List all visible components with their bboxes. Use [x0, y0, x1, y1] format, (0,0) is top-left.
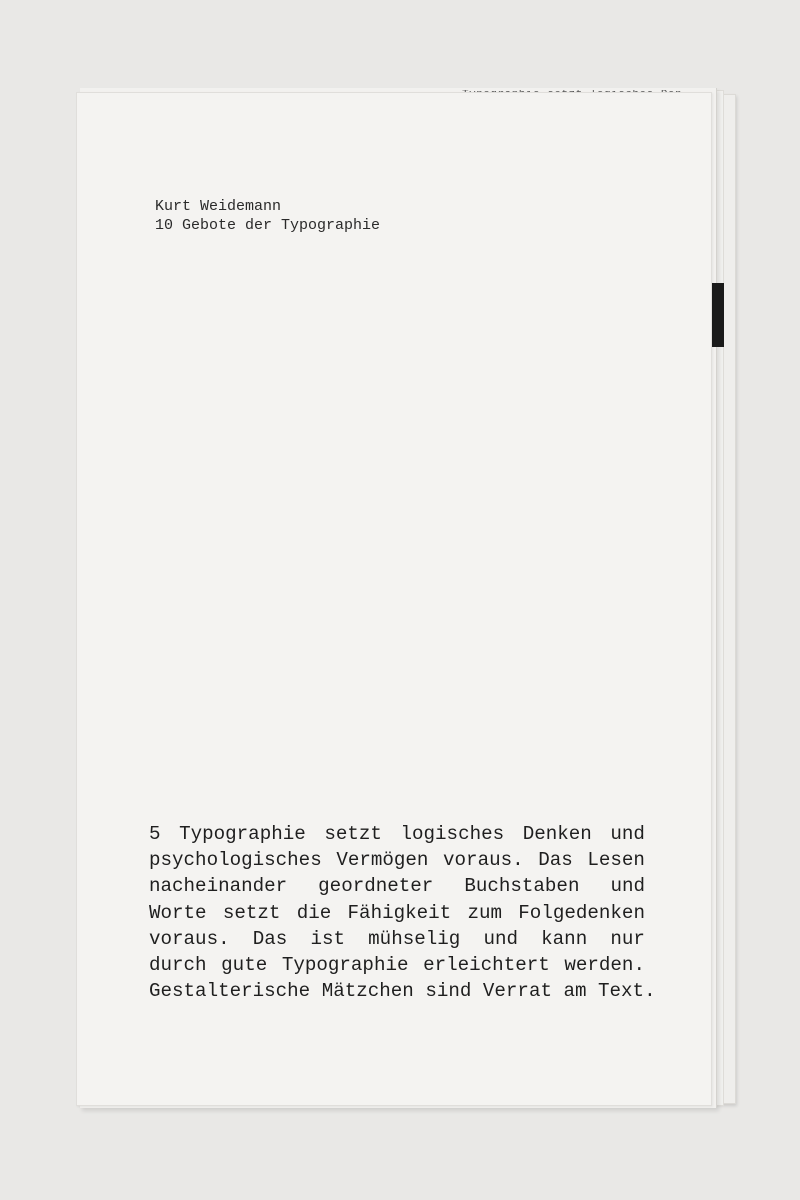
paragraph-line	[149, 821, 645, 847]
page-header	[155, 197, 380, 235]
word: und	[483, 927, 518, 950]
paragraph-line	[149, 952, 645, 978]
paragraph-line	[149, 978, 656, 1004]
word: gute	[221, 954, 268, 977]
word: Typographie	[179, 823, 306, 845]
word: erleichtert	[423, 954, 550, 977]
paragraph-line	[149, 847, 645, 873]
word: nur	[610, 927, 645, 950]
paragraph-line	[149, 900, 645, 926]
commandment-paragraph	[149, 821, 656, 1004]
word: ist	[310, 927, 346, 950]
word: Fähigkeit	[347, 901, 452, 924]
word: voraus.	[149, 927, 230, 950]
booklet-title: 10 Gebote der Typographie	[155, 217, 381, 234]
black-tab-marker	[710, 283, 724, 347]
word: psychologisches	[149, 849, 322, 872]
word: Lesen	[587, 849, 645, 872]
word: Worte	[149, 901, 207, 924]
word: Verrat	[482, 980, 552, 1003]
paragraph-line	[149, 873, 645, 899]
word: die	[296, 901, 332, 924]
word: Gestalterische	[149, 980, 311, 1003]
word: durch	[149, 954, 207, 977]
word: am	[563, 980, 587, 1003]
word: sind	[425, 980, 472, 1003]
word: Folgedenken	[518, 901, 645, 924]
word: Typographie	[281, 954, 409, 977]
word: nacheinander	[149, 875, 288, 898]
word: Denken	[522, 823, 592, 845]
word: logisches	[400, 823, 505, 845]
word: Vermögen	[336, 849, 429, 872]
front-page	[76, 92, 712, 1106]
paragraph-line	[149, 926, 645, 952]
word: mühselig	[368, 927, 461, 950]
word: zum	[467, 901, 503, 924]
word: geordneter	[318, 875, 434, 898]
word: 5	[149, 823, 161, 845]
word: Das	[538, 849, 573, 872]
word: Text.	[598, 980, 656, 1003]
word: und	[610, 875, 645, 898]
word: setzt	[324, 823, 382, 845]
word: setzt	[222, 901, 281, 924]
word: kann	[541, 927, 588, 950]
author-name: Kurt Weidemann	[155, 198, 282, 215]
word: Buchstaben	[464, 875, 580, 898]
word: voraus.	[443, 849, 524, 872]
word: und	[610, 823, 645, 845]
word: Mätzchen	[321, 980, 414, 1003]
word: werden.	[564, 954, 645, 977]
word: Das	[252, 927, 288, 950]
